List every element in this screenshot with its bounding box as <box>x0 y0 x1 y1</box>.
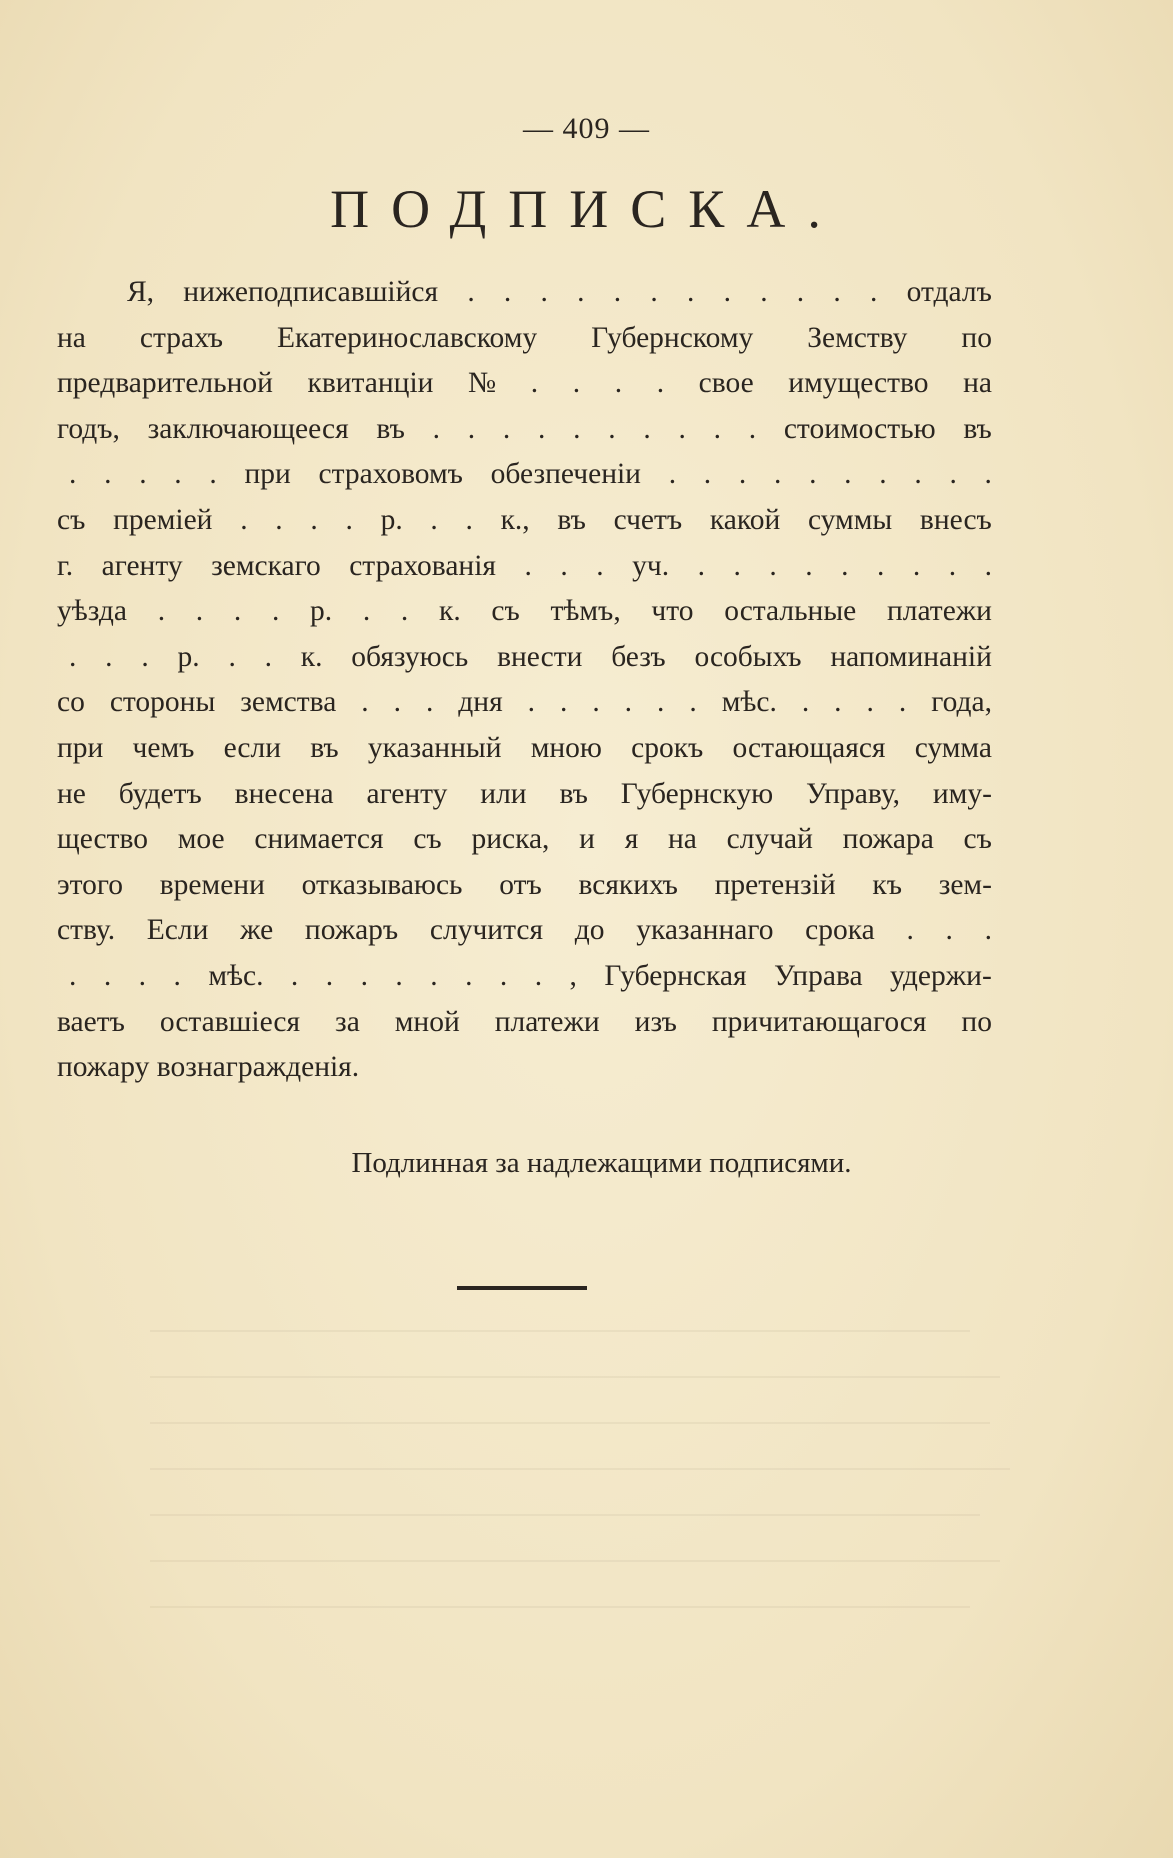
word: Управу, <box>805 777 900 810</box>
word: . <box>430 503 438 536</box>
word: . <box>906 914 914 947</box>
word: счетъ <box>613 503 683 536</box>
word: . <box>912 549 921 582</box>
word: же <box>240 914 274 947</box>
word: я <box>624 823 639 856</box>
word: . <box>713 412 721 445</box>
page-title: ПОДПИСКА. <box>330 179 843 239</box>
word: . <box>948 549 957 582</box>
word: . <box>534 959 543 992</box>
word: причитающагося <box>711 1005 927 1038</box>
word: . <box>841 549 849 582</box>
word: страхованія <box>349 549 496 582</box>
word: предварительной <box>57 367 273 400</box>
text-line <box>57 407 992 453</box>
text-line <box>57 544 992 590</box>
word: . <box>465 959 473 992</box>
word: . <box>914 458 922 491</box>
word: . <box>678 412 686 445</box>
text-line <box>57 726 992 772</box>
word: . <box>773 458 782 491</box>
word: . <box>395 959 403 992</box>
word: Губернскому <box>591 321 754 354</box>
body-text <box>57 270 992 1091</box>
word: Губернскую <box>620 777 774 810</box>
word: . <box>984 549 992 582</box>
word: . <box>104 458 112 491</box>
word: Если <box>146 914 209 947</box>
text-line <box>57 863 992 909</box>
word: платежи <box>886 595 992 628</box>
word: остальные <box>724 595 857 628</box>
word: Я, <box>127 276 155 308</box>
word: . <box>157 595 166 628</box>
word: . <box>949 458 957 491</box>
word: . <box>362 595 371 628</box>
word: какой <box>709 503 781 536</box>
word: . <box>503 276 512 308</box>
word: тѣмъ, <box>550 595 621 628</box>
word: . <box>560 549 568 582</box>
word: . <box>264 640 272 673</box>
word: . <box>898 686 907 719</box>
word: . <box>325 959 334 992</box>
word: будетъ <box>118 777 202 810</box>
word: на <box>57 321 86 354</box>
word: напоминаній <box>830 640 992 673</box>
word: внести <box>497 640 583 673</box>
word: . <box>209 458 217 491</box>
word: оставшіеся <box>159 1005 301 1038</box>
word: . <box>643 412 651 445</box>
word: до <box>574 914 605 947</box>
word: обезпеченіи <box>490 458 641 491</box>
word: претензій <box>714 868 836 901</box>
word: срока <box>805 914 875 947</box>
word: . <box>866 686 874 719</box>
word: . <box>592 686 600 719</box>
word: . <box>876 549 885 582</box>
divider-rule <box>457 1286 587 1290</box>
word: въ <box>559 777 588 810</box>
word: года, <box>931 686 992 719</box>
word: если <box>223 731 281 764</box>
word: суммы <box>807 503 893 536</box>
word: срокъ <box>631 731 704 764</box>
word: . <box>834 686 842 719</box>
word: . <box>657 686 665 719</box>
word: на <box>668 823 697 856</box>
word: р. <box>177 640 200 673</box>
word: . <box>945 914 953 947</box>
word: указаннаго <box>636 914 774 947</box>
word: Губернская <box>604 959 747 992</box>
word: риска, <box>471 823 550 856</box>
word: въ <box>557 503 586 536</box>
word: . <box>833 276 841 308</box>
text-line <box>57 498 992 544</box>
word: мѣс. <box>208 959 264 992</box>
word: . <box>733 549 741 582</box>
word: . <box>984 458 992 491</box>
word: изъ <box>634 1005 677 1038</box>
word: отдалъ <box>906 276 992 308</box>
word: Земству <box>807 321 908 354</box>
word: . <box>879 458 887 491</box>
word: съ <box>963 823 992 856</box>
word: иму- <box>932 777 992 810</box>
word: . <box>467 276 475 308</box>
word: . <box>524 549 532 582</box>
word: мое <box>177 823 225 856</box>
text-line <box>57 772 992 818</box>
word: . <box>540 276 548 308</box>
word: случится <box>429 914 544 947</box>
word: . <box>697 549 705 582</box>
word: . <box>69 640 77 673</box>
word: къ <box>872 868 902 901</box>
word: съ <box>57 503 86 536</box>
word: за <box>335 1005 360 1038</box>
word: . <box>608 412 616 445</box>
word: . <box>141 640 149 673</box>
word: дня <box>458 686 503 719</box>
word: мною <box>530 731 602 764</box>
word: пожара <box>842 823 934 856</box>
text-line <box>57 316 992 362</box>
word: № <box>468 367 497 400</box>
word: безъ <box>611 640 666 673</box>
word: . <box>624 686 633 719</box>
word: . <box>105 640 113 673</box>
word: , <box>569 959 577 992</box>
word: . <box>870 276 878 308</box>
word: . <box>572 367 581 400</box>
word: остающаяся <box>732 731 886 764</box>
word: . <box>139 458 147 491</box>
word: . <box>703 458 712 491</box>
word: . <box>738 458 747 491</box>
word: . <box>228 640 236 673</box>
word: или <box>480 777 527 810</box>
word: уѣзда <box>57 595 127 628</box>
word: времени <box>159 868 265 901</box>
word: . <box>233 595 242 628</box>
word: страховомъ <box>318 458 463 491</box>
word: . <box>769 549 777 582</box>
word: . <box>796 276 805 308</box>
word: . <box>530 367 539 400</box>
word: по <box>961 321 992 354</box>
word: к., <box>500 503 530 536</box>
word: . <box>809 458 817 491</box>
word: случай <box>726 823 813 856</box>
word: указанный <box>367 731 502 764</box>
text-line <box>57 954 992 1000</box>
word: ваетъ <box>57 1005 125 1038</box>
word: снимается <box>254 823 384 856</box>
word: съ <box>491 595 520 628</box>
text-line <box>57 361 992 407</box>
word: . <box>360 959 368 992</box>
word: въ <box>376 412 405 445</box>
word: платежи <box>494 1005 600 1038</box>
text-line <box>57 908 992 954</box>
word: внесъ <box>919 503 992 536</box>
word: . <box>432 412 440 445</box>
word: . <box>174 458 182 491</box>
word: не <box>57 777 86 810</box>
word: . <box>361 686 369 719</box>
word: съ <box>413 823 442 856</box>
word: . <box>559 686 568 719</box>
word: нижеподписавшійся <box>183 276 439 308</box>
word: к. <box>439 595 461 628</box>
word: . <box>400 595 409 628</box>
word: что <box>651 595 694 628</box>
text-line <box>57 452 992 498</box>
word: . <box>310 503 318 536</box>
word: к. <box>300 640 323 673</box>
word: ству. <box>57 914 116 947</box>
word: обязуюсь <box>351 640 469 673</box>
word: удержи- <box>890 959 992 992</box>
word: этого <box>57 868 124 901</box>
word: . <box>613 276 622 308</box>
word: . <box>425 686 434 719</box>
text-line <box>57 635 992 681</box>
word: при <box>244 458 291 491</box>
word: . <box>69 458 77 491</box>
word: сумма <box>914 731 992 764</box>
word: . <box>499 959 508 992</box>
word: . <box>984 914 992 947</box>
word: . <box>668 458 677 491</box>
word: . <box>271 595 280 628</box>
word: отказываюсь <box>301 868 463 901</box>
word: свое <box>698 367 754 400</box>
word: . <box>527 686 536 719</box>
word: стороны <box>109 686 216 719</box>
word: агенту <box>366 777 448 810</box>
word: чемъ <box>132 731 195 764</box>
word: . <box>577 276 585 308</box>
word: р. <box>380 503 403 536</box>
word: . <box>650 276 658 308</box>
word: . <box>656 367 665 400</box>
word: . <box>290 959 299 992</box>
word: страхъ <box>139 321 223 354</box>
word: на <box>963 367 992 400</box>
word: . <box>844 458 852 491</box>
text-line: пожару вознагражденія. <box>57 1051 360 1084</box>
word: заключающееся <box>147 412 349 445</box>
word: . <box>805 549 813 582</box>
word: . <box>173 959 181 992</box>
word: . <box>596 549 604 582</box>
word: въ <box>310 731 339 764</box>
word: при <box>57 731 104 764</box>
text-line <box>57 680 992 726</box>
closing-note: Подлинная за надлежащими подписями. <box>351 1147 852 1179</box>
word: Управа <box>774 959 863 992</box>
word: мѣс. <box>721 686 777 719</box>
word: земскаго <box>211 549 321 582</box>
text-line <box>57 270 992 316</box>
word: . <box>138 959 147 992</box>
word: . <box>689 686 697 719</box>
word: . <box>275 503 283 536</box>
word: . <box>686 276 695 308</box>
word: . <box>760 276 768 308</box>
word: . <box>502 412 511 445</box>
word: . <box>614 367 623 400</box>
word: имущество <box>788 367 929 400</box>
word: въ <box>963 412 992 445</box>
word: . <box>195 595 204 628</box>
word: . <box>465 503 473 536</box>
word: отъ <box>499 868 542 901</box>
word: годъ, <box>57 412 120 445</box>
word: мной <box>394 1005 460 1038</box>
word: зем- <box>938 868 992 901</box>
word: преміей <box>113 503 213 536</box>
word: . <box>69 959 77 992</box>
word: Екатеринославскому <box>276 321 538 354</box>
word: щество <box>57 823 149 856</box>
word: пожаръ <box>304 914 399 947</box>
page-number: — 409 — <box>523 112 650 145</box>
word: г. <box>57 549 74 582</box>
word: р. <box>310 595 333 628</box>
word: всякихъ <box>578 868 678 901</box>
word: . <box>103 959 112 992</box>
word: особыхъ <box>694 640 802 673</box>
text-line <box>57 589 992 635</box>
word: стоимостью <box>783 412 936 445</box>
word: со <box>57 686 85 719</box>
text-line <box>57 1000 992 1046</box>
word: . <box>393 686 401 719</box>
word: квитанціи <box>307 367 434 400</box>
word: . <box>573 412 581 445</box>
word: . <box>801 686 810 719</box>
word: и <box>579 823 595 856</box>
word: . <box>240 503 248 536</box>
word: уч. <box>632 549 670 582</box>
word: агенту <box>101 549 183 582</box>
word: . <box>467 412 476 445</box>
word: внесена <box>234 777 334 810</box>
word: земства <box>240 686 337 719</box>
word: . <box>723 276 731 308</box>
word: . <box>430 959 438 992</box>
text-line <box>57 817 992 863</box>
word: . <box>345 503 353 536</box>
word: . <box>748 412 757 445</box>
word: . <box>537 412 546 445</box>
word: по <box>961 1005 992 1038</box>
